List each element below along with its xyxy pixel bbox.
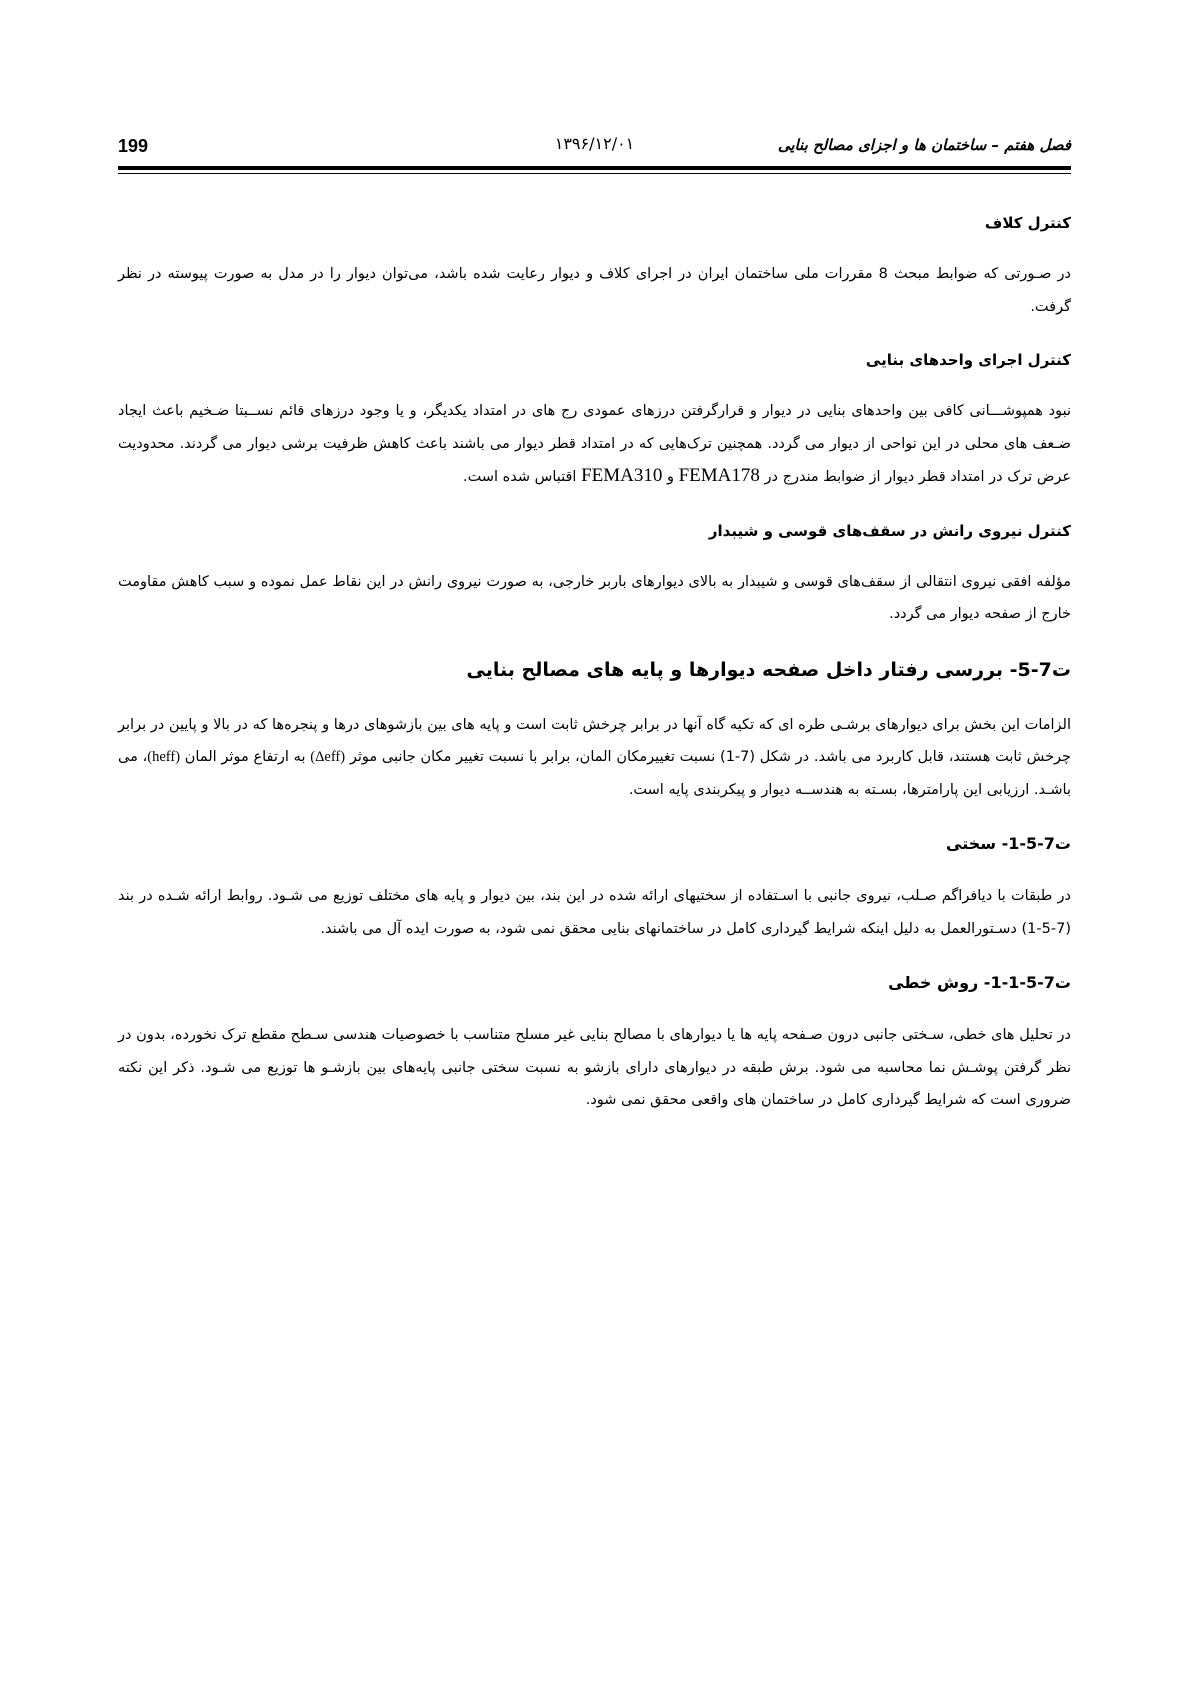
- page-body: [118, 210, 1071, 1141]
- paragraph-linear-method: در تحلیل های خطی، سـختی جانبی درون صـفحه پایه ها یا دیوارهای با مصالح بنایی غیر مسلح متناسب با خصوصیات هندسی سـطح مقطع ترک نخورده، بدون در نظر گرفتن پوشـش نما محاسبه می شود. برش طبقه در دیوارهای دارای بازشو به نسبت سختی جانبی پایه‌های بین بازشـو ها توزیع می شـود. ذکر این نکته ضروری است که شرایط گیرداری کامل در ساختمان های واقعی محقق نمی شود.: [118, 1027, 1071, 1108]
- header-rule-thin: [118, 173, 1071, 174]
- page-header: [118, 128, 1071, 168]
- paragraph-tie-control: در صـورتی که ضوابط مبحث 8 مقررات ملی ساختمان ایران در اجرای کلاف و دیوار رعایت شده باشد، می‌توان دیوار را در مدل به صورت پیوسته در نظر گرفت.: [118, 266, 1071, 315]
- paragraph-in-plane-text-a: الزامات این بخش برای دیوارهای برشـی طره ای که تکیه گاه آنها در برابر چرخش ثابت است و پایه های بین بازشوهای درها و پنجره‌ها که در بالا و پایین در برابر چرخش ثابت هستند، قابل کاربرد می باشد. در شکل (7-1) نسبت تغییرمکان المان، برابر با نسبت تغییر مکان جانبی موثر: [118, 716, 1071, 765]
- paragraph-in-plane-behavior: [118, 709, 1071, 807]
- heading-stiffness: ت7-5-1- سختی: [946, 834, 1071, 853]
- fema310-reference: FEMA310: [581, 465, 663, 486]
- paragraph-unit-control-text-b: اقتباس شده است.: [463, 469, 577, 485]
- paragraph-unit-control-text-a: نبود همپوشـــانی کافی بین واحدهای بنایی در دیوار و قرارگرفتن درزهای عمودی رج های در امتداد یکدیگر، و یا وجود درزهای قائم نســبتا ضـخیم باعث ایجاد ضـعف های محلی در این نواحی از دیوار می گردد. همچنین ترک‌هایی که در امتداد قطر دیوار می باشند باعث کاهش ظرفیت برشی دیوار می گردند. محدودیت عرض ترک در امتداد قطر دیوار از ضوابط مندرج در: [118, 403, 1071, 485]
- heading-linear-method: ت7-5-1-1- روش خطی: [888, 973, 1071, 992]
- paragraph-in-plane-text-b: به ارتفاع موثر المان: [184, 749, 306, 765]
- header-rule-thick: [118, 166, 1071, 170]
- delta-eff-symbol: (Δeff): [310, 749, 346, 765]
- heading-tie-control: کنترل کلاف: [984, 214, 1071, 232]
- heading-unit-control: کنترل اجرای واحدهای بنایی: [865, 351, 1071, 369]
- heading-in-plane-behavior: ت7-5- بررسی رفتار داخل صفحه دیوارها و پایه های مصالح بنایی: [466, 658, 1071, 681]
- h-eff-symbol: (heff): [147, 749, 181, 765]
- paragraph-thrust-control: مؤلفه افقی نیروی انتقالی از سقف‌های قوسی و شیبدار به بالای دیوارهای باربر خارجی، به صورت نیروی رانش در این نقاط عمل نموده و سبب کاهش مقاومت خارج از صفحه دیوار می گردد.: [118, 573, 1071, 622]
- conjunction-and: و: [666, 469, 674, 485]
- page-number: 199: [118, 136, 149, 156]
- heading-thrust-control: کنترل نیروی رانش در سقف‌های قوسی و شیبدار: [708, 521, 1071, 540]
- paragraph-stiffness: در طبقات با دیافراگم صـلب، نیروی جانبی با اسـتفاده از سختیهای ارائه شده در این بند، بین دیوار و پایه های مختلف توزیع می شـود. روابط ارائه شـده در بند (7-5-1) دسـتورالعمل به دلیل اینکه شرایط گیرداری کامل در ساختمانهای بنایی محقق نمی شود، به صورت ایده آل می باشند.: [118, 888, 1071, 937]
- fema178-reference: FEMA178: [678, 465, 760, 486]
- paragraph-unit-control: [118, 395, 1071, 494]
- paragraph-in-plane-text-c: ، می باشـد. ارزیابی این پارامترها، بسـته به هندســه دیوار و پیکربندی پایه است.: [118, 749, 1071, 798]
- chapter-title: فصل هفتم – ساختمان ها و اجزای مصالح بنایی: [777, 136, 1071, 154]
- header-date: ۱۳۹۶/۱۲/۰۱: [554, 134, 635, 153]
